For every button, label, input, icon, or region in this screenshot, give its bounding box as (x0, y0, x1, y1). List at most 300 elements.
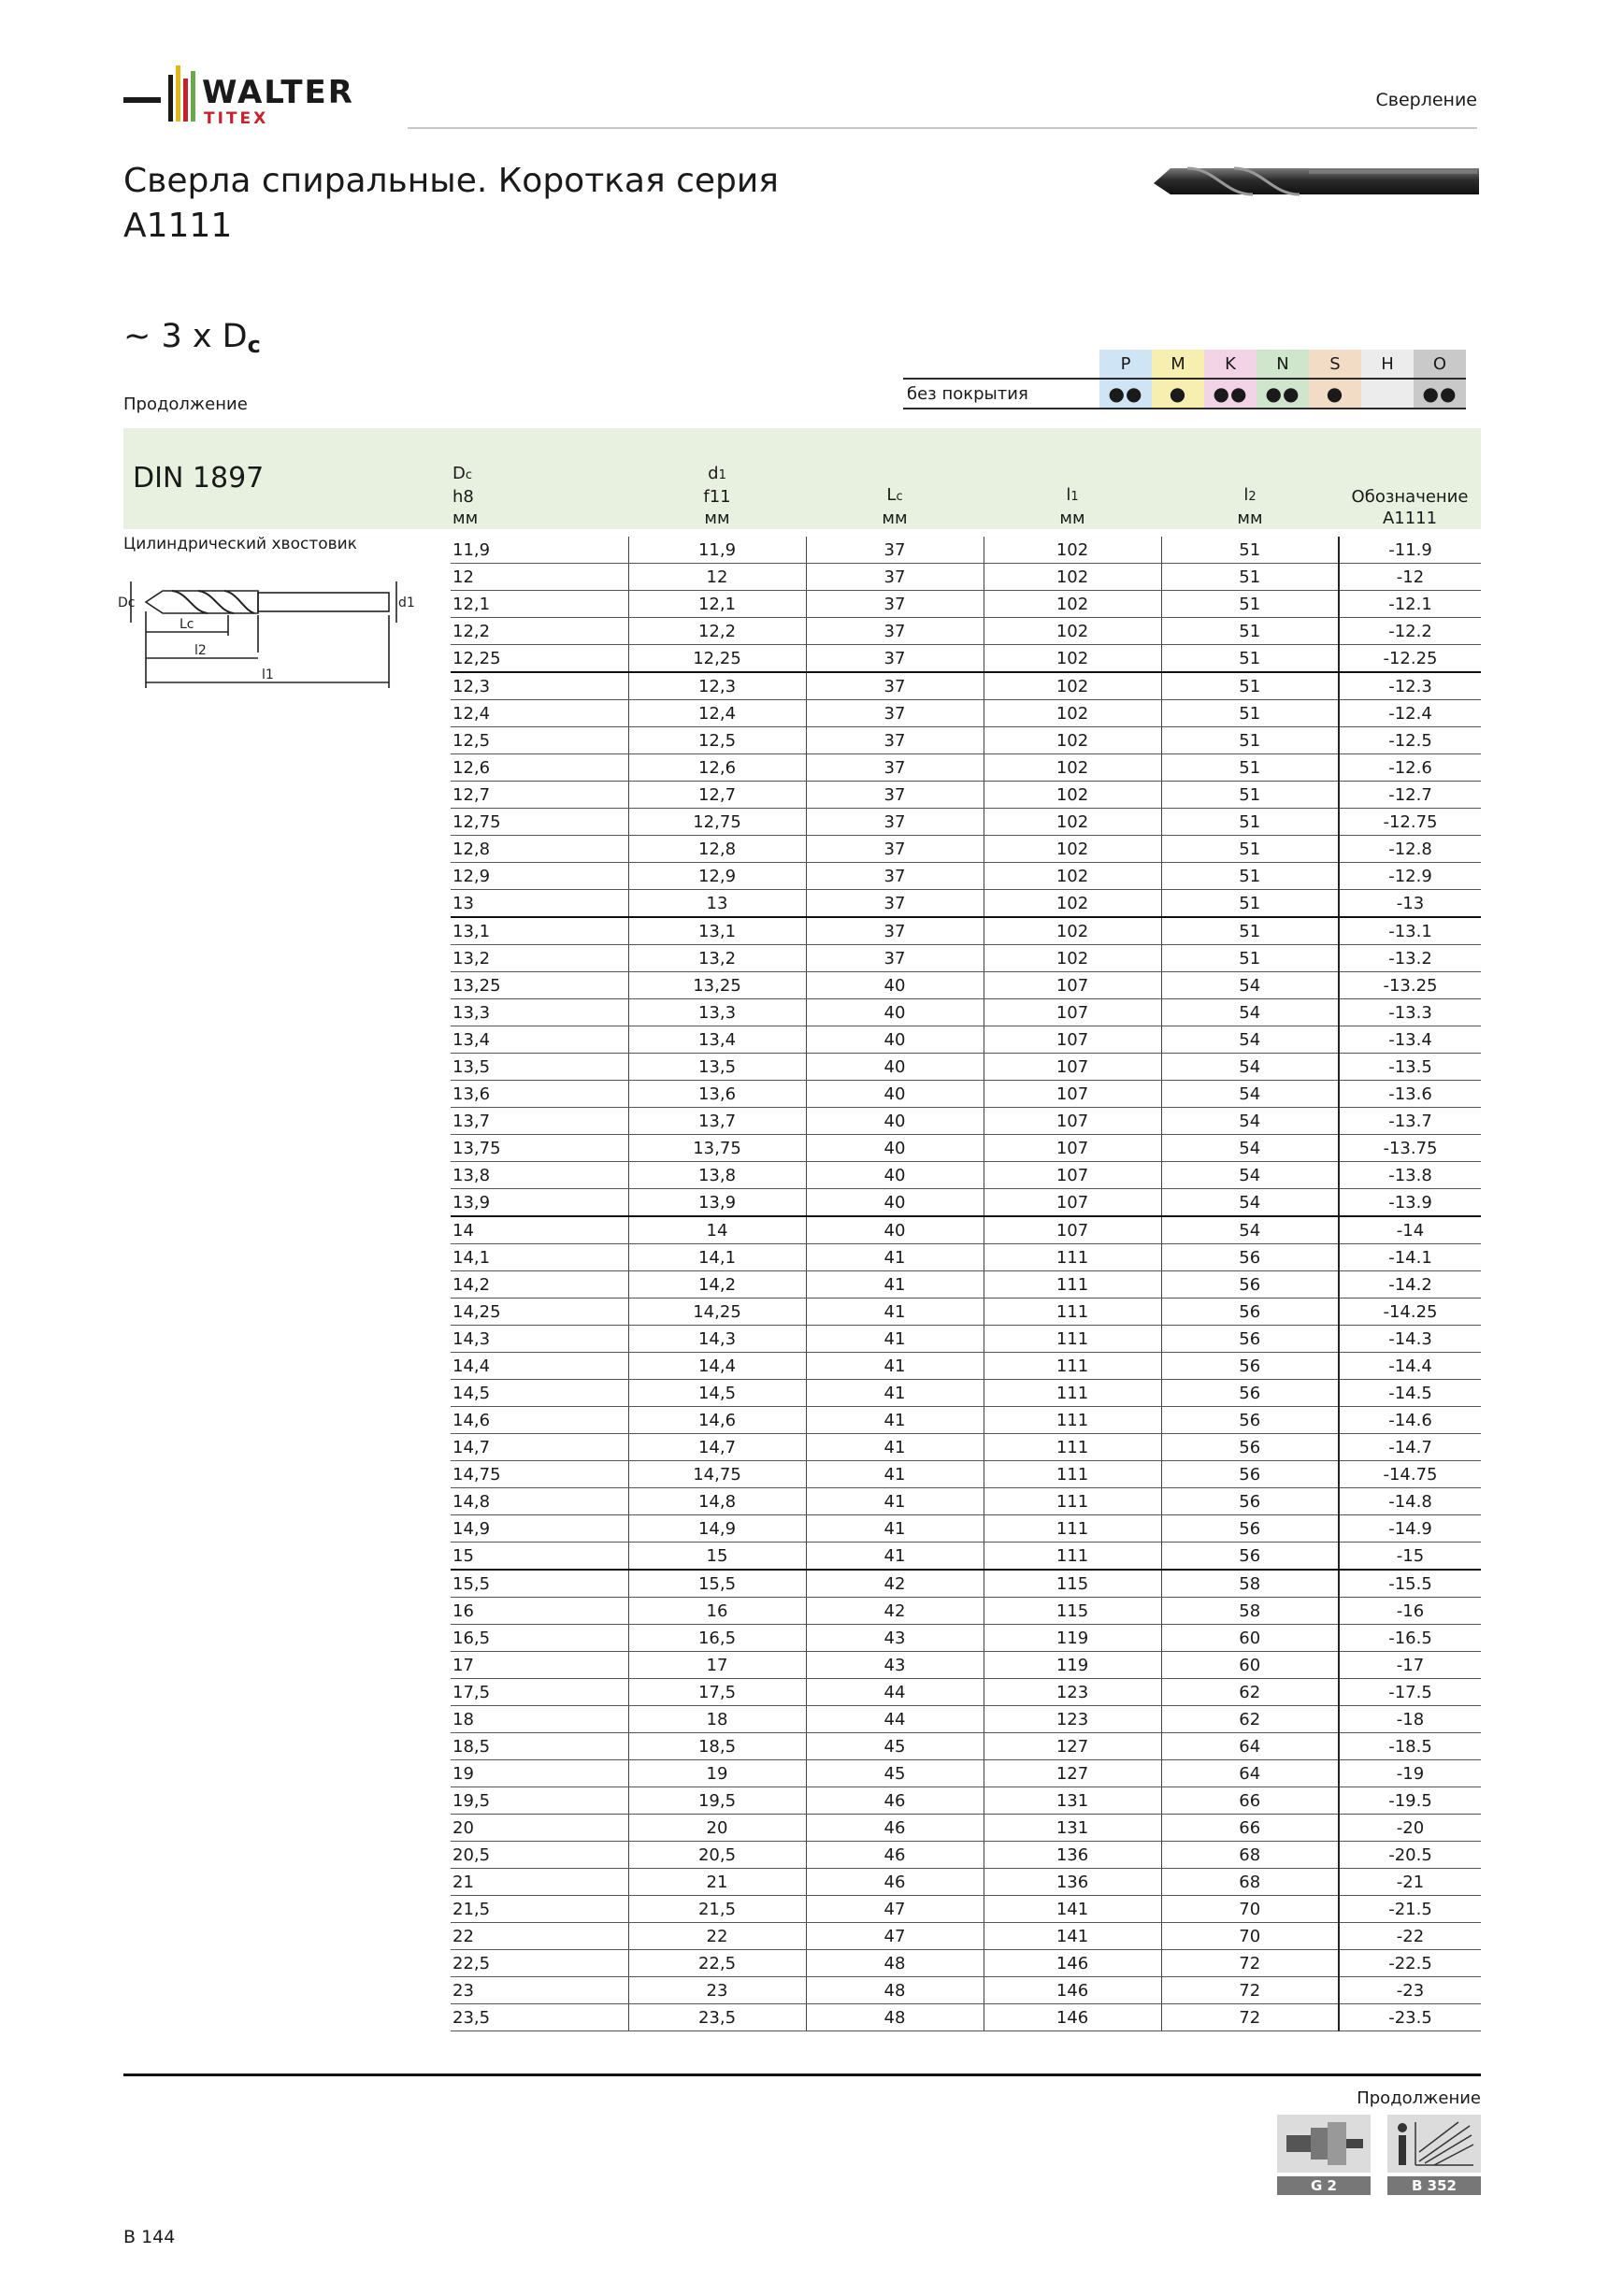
cell-l2: 51 (1161, 645, 1339, 673)
cell-d1: 11,9 (628, 537, 806, 564)
table-row (451, 782, 1481, 809)
table-row (451, 564, 1481, 591)
cell-l2: 54 (1161, 1108, 1339, 1135)
cell-lc: 48 (806, 1950, 984, 1977)
cell-dc: 14,3 (451, 1326, 628, 1353)
drill-dimension-diagram (118, 574, 417, 701)
cell-designation: -12.25 (1339, 645, 1481, 673)
cell-dc: 14,6 (451, 1407, 628, 1434)
table-row (451, 1706, 1481, 1733)
cell-dc: 16,5 (451, 1625, 628, 1652)
cell-l2: 51 (1161, 836, 1339, 863)
cell-designation: -11.9 (1339, 537, 1481, 564)
cell-l2: 51 (1161, 863, 1339, 890)
cell-l2: 56 (1161, 1380, 1339, 1407)
cell-dc: 12,8 (451, 836, 628, 863)
col-d1: d1 f11 мм (703, 464, 731, 528)
cell-l2: 68 (1161, 1869, 1339, 1896)
table-row (451, 618, 1481, 645)
cell-l2: 51 (1161, 672, 1339, 700)
cell-d1: 13,75 (628, 1135, 806, 1162)
table-row (451, 1896, 1481, 1923)
cell-d1: 12,8 (628, 836, 806, 863)
shank-label: Цилиндрический хвостовик (123, 535, 357, 553)
dots-p: ●● (1099, 379, 1152, 409)
cell-lc: 41 (806, 1407, 984, 1434)
cell-d1: 13,6 (628, 1081, 806, 1108)
cell-designation: -20 (1339, 1815, 1481, 1842)
cell-lc: 41 (806, 1271, 984, 1299)
cell-l2: 56 (1161, 1244, 1339, 1271)
cell-d1: 13,8 (628, 1162, 806, 1189)
table-row (451, 1598, 1481, 1625)
table-row (451, 917, 1481, 945)
cell-designation: -14.9 (1339, 1515, 1481, 1543)
cell-lc: 45 (806, 1733, 984, 1760)
cell-dc: 21 (451, 1869, 628, 1896)
cell-lc: 41 (806, 1488, 984, 1515)
table-row (451, 1380, 1481, 1407)
table-row (451, 1135, 1481, 1162)
cell-l2: 62 (1161, 1706, 1339, 1733)
walter-titex-logo (123, 60, 404, 135)
cell-lc: 37 (806, 917, 984, 945)
cell-dc: 14,9 (451, 1515, 628, 1543)
cell-l2: 51 (1161, 754, 1339, 782)
page-number: B 144 (123, 2227, 176, 2247)
cell-dc: 17,5 (451, 1679, 628, 1706)
cell-l1: 102 (984, 809, 1161, 836)
table-row (451, 836, 1481, 863)
cell-l2: 51 (1161, 917, 1339, 945)
cell-lc: 40 (806, 1054, 984, 1081)
col-designation: Обозначение A1111 (1351, 487, 1469, 528)
cell-d1: 23,5 (628, 2004, 806, 2031)
cell-dc: 19,5 (451, 1787, 628, 1815)
cell-dc: 14,1 (451, 1244, 628, 1271)
cell-designation: -13.6 (1339, 1081, 1481, 1108)
cell-lc: 42 (806, 1570, 984, 1598)
table-row (451, 1271, 1481, 1299)
cell-l2: 70 (1161, 1896, 1339, 1923)
cell-l1: 123 (984, 1706, 1161, 1733)
cell-d1: 14,4 (628, 1353, 806, 1380)
cell-l1: 102 (984, 618, 1161, 645)
table-row (451, 1162, 1481, 1189)
cell-lc: 46 (806, 1815, 984, 1842)
cell-designation: -15 (1339, 1543, 1481, 1571)
cell-dc: 15,5 (451, 1570, 628, 1598)
cell-l1: 111 (984, 1461, 1161, 1488)
cell-l2: 56 (1161, 1271, 1339, 1299)
cell-designation: -12.9 (1339, 863, 1481, 890)
table-row (451, 1299, 1481, 1326)
cell-dc: 12,5 (451, 727, 628, 754)
cell-dc: 18 (451, 1706, 628, 1733)
cell-lc: 41 (806, 1543, 984, 1571)
cell-lc: 41 (806, 1434, 984, 1461)
cell-lc: 40 (806, 999, 984, 1026)
material-n: N (1257, 350, 1309, 379)
cell-d1: 13,4 (628, 1026, 806, 1054)
cell-lc: 37 (806, 754, 984, 782)
cell-dc: 13,1 (451, 917, 628, 945)
table-row (451, 700, 1481, 727)
cell-l2: 64 (1161, 1760, 1339, 1787)
cell-dc: 13,5 (451, 1054, 628, 1081)
cell-designation: -14.8 (1339, 1488, 1481, 1515)
cell-dc: 13,4 (451, 1026, 628, 1054)
cell-l2: 56 (1161, 1488, 1339, 1515)
cell-lc: 40 (806, 1081, 984, 1108)
coating-row (903, 379, 1466, 409)
drill-product-image (1150, 159, 1482, 204)
table-row (451, 863, 1481, 890)
cell-d1: 13,5 (628, 1054, 806, 1081)
dots-n: ●● (1257, 379, 1309, 409)
cell-dc: 12,75 (451, 809, 628, 836)
cell-designation: -13.75 (1339, 1135, 1481, 1162)
cell-lc: 43 (806, 1652, 984, 1679)
dimensions-table (451, 428, 1481, 2031)
cell-designation: -18 (1339, 1706, 1481, 1733)
col-l1: l1 мм (1059, 485, 1085, 528)
cell-l1: 107 (984, 972, 1161, 999)
cell-designation: -12.4 (1339, 700, 1481, 727)
title-line-2: A1111 (123, 207, 233, 245)
cell-l1: 102 (984, 863, 1161, 890)
table-row (451, 672, 1481, 700)
svg-text:d1: d1 (398, 596, 415, 610)
cell-lc: 37 (806, 591, 984, 618)
cell-d1: 19,5 (628, 1787, 806, 1815)
cell-designation: -20.5 (1339, 1842, 1481, 1869)
cell-lc: 41 (806, 1353, 984, 1380)
table-row (451, 1407, 1481, 1434)
cell-l2: 51 (1161, 782, 1339, 809)
cell-designation: -17 (1339, 1652, 1481, 1679)
cell-designation: -12.3 (1339, 672, 1481, 700)
table-row (451, 972, 1481, 999)
cell-dc: 13,25 (451, 972, 628, 999)
cell-designation: -12.1 (1339, 591, 1481, 618)
cell-lc: 48 (806, 2004, 984, 2031)
table-row (451, 1026, 1481, 1054)
cell-d1: 12,25 (628, 645, 806, 673)
cell-d1: 14,9 (628, 1515, 806, 1543)
reference-g2-label: G 2 (1277, 2176, 1371, 2195)
cell-dc: 13,3 (451, 999, 628, 1026)
cell-lc: 37 (806, 863, 984, 890)
cell-dc: 22,5 (451, 1950, 628, 1977)
cell-l1: 102 (984, 672, 1161, 700)
cell-l1: 111 (984, 1244, 1161, 1271)
cell-d1: 20,5 (628, 1842, 806, 1869)
cell-l1: 102 (984, 836, 1161, 863)
cell-lc: 41 (806, 1461, 984, 1488)
cell-designation: -12.5 (1339, 727, 1481, 754)
col-lc: Lc мм (882, 485, 908, 528)
cell-dc: 12,7 (451, 782, 628, 809)
cell-designation: -13.25 (1339, 972, 1481, 999)
cell-d1: 12,7 (628, 782, 806, 809)
table-row (451, 1923, 1481, 1950)
cell-l2: 56 (1161, 1461, 1339, 1488)
cell-dc: 20,5 (451, 1842, 628, 1869)
cell-l1: 136 (984, 1842, 1161, 1869)
cell-l2: 51 (1161, 890, 1339, 918)
table-row (451, 591, 1481, 618)
cell-dc: 12,1 (451, 591, 628, 618)
cell-l1: 107 (984, 1189, 1161, 1217)
col-dc: Dc h8 мм (452, 464, 479, 528)
cell-l1: 131 (984, 1815, 1161, 1842)
material-m: M (1152, 350, 1204, 379)
cell-designation: -14.25 (1339, 1299, 1481, 1326)
cell-dc: 21,5 (451, 1896, 628, 1923)
cell-dc: 12,25 (451, 645, 628, 673)
dots-h (1361, 379, 1414, 409)
cell-lc: 37 (806, 645, 984, 673)
cell-l1: 119 (984, 1625, 1161, 1652)
cell-l2: 62 (1161, 1679, 1339, 1706)
cell-dc: 14,5 (451, 1380, 628, 1407)
cell-designation: -23 (1339, 1977, 1481, 2004)
ratio-label: ~ 3 x $D_c$ (123, 318, 261, 358)
table-row (451, 645, 1481, 673)
cell-lc: 40 (806, 1026, 984, 1054)
dots-k: ●● (1204, 379, 1257, 409)
cell-d1: 14,75 (628, 1461, 806, 1488)
cell-designation: -21.5 (1339, 1896, 1481, 1923)
cell-d1: 22 (628, 1923, 806, 1950)
cell-d1: 12,75 (628, 809, 806, 836)
cell-l1: 111 (984, 1353, 1161, 1380)
cell-d1: 17 (628, 1652, 806, 1679)
cell-d1: 23 (628, 1977, 806, 2004)
table-header-row (451, 428, 1481, 537)
cell-lc: 41 (806, 1326, 984, 1353)
table-row (451, 1733, 1481, 1760)
dots-m: ● (1152, 379, 1204, 409)
cell-l1: 111 (984, 1380, 1161, 1407)
cell-l1: 146 (984, 2004, 1161, 2031)
cell-l2: 54 (1161, 1216, 1339, 1244)
cell-lc: 44 (806, 1706, 984, 1733)
cell-d1: 15 (628, 1543, 806, 1571)
cell-dc: 14 (451, 1216, 628, 1244)
cell-lc: 37 (806, 836, 984, 863)
cell-l2: 56 (1161, 1326, 1339, 1353)
cell-dc: 23 (451, 1977, 628, 2004)
table-row (451, 1515, 1481, 1543)
cell-d1: 20 (628, 1815, 806, 1842)
svg-text:TITEX: TITEX (204, 109, 269, 128)
cell-d1: 12,2 (628, 618, 806, 645)
cell-l1: 107 (984, 1081, 1161, 1108)
table-bottom-rule (123, 2074, 1481, 2076)
cell-designation: -12.8 (1339, 836, 1481, 863)
cell-dc: 12,3 (451, 672, 628, 700)
cell-l2: 51 (1161, 618, 1339, 645)
cell-lc: 37 (806, 700, 984, 727)
cell-dc: 13,75 (451, 1135, 628, 1162)
table-row (451, 999, 1481, 1026)
cell-l2: 64 (1161, 1733, 1339, 1760)
cell-designation: -12.2 (1339, 618, 1481, 645)
cell-lc: 41 (806, 1515, 984, 1543)
cell-l1: 107 (984, 999, 1161, 1026)
cell-dc: 13 (451, 890, 628, 918)
cell-l1: 141 (984, 1923, 1161, 1950)
dots-s: ● (1309, 379, 1361, 409)
cell-d1: 14,3 (628, 1326, 806, 1353)
cell-lc: 44 (806, 1679, 984, 1706)
cell-designation: -13.5 (1339, 1054, 1481, 1081)
cell-d1: 12 (628, 564, 806, 591)
cell-dc: 14,7 (451, 1434, 628, 1461)
cell-dc: 14,75 (451, 1461, 628, 1488)
cell-designation: -13.3 (1339, 999, 1481, 1026)
cell-designation: -14.3 (1339, 1326, 1481, 1353)
dots-o: ●● (1414, 379, 1466, 409)
material-o: O (1414, 350, 1466, 379)
cell-designation: -22 (1339, 1923, 1481, 1950)
cell-l2: 54 (1161, 1162, 1339, 1189)
cell-l1: 123 (984, 1679, 1161, 1706)
reference-g2[interactable] (1277, 2115, 1371, 2195)
table-row (451, 1434, 1481, 1461)
cell-designation: -18.5 (1339, 1733, 1481, 1760)
reference-b352[interactable] (1387, 2115, 1481, 2195)
cell-l2: 58 (1161, 1598, 1339, 1625)
cell-lc: 41 (806, 1244, 984, 1271)
cell-dc: 17 (451, 1652, 628, 1679)
cell-l2: 60 (1161, 1625, 1339, 1652)
section-name: Сверление (1375, 90, 1477, 110)
cell-l1: 102 (984, 917, 1161, 945)
cell-designation: -14.1 (1339, 1244, 1481, 1271)
table-row (451, 1054, 1481, 1081)
cell-designation: -15.5 (1339, 1570, 1481, 1598)
cell-l1: 127 (984, 1760, 1161, 1787)
cell-l2: 54 (1161, 1135, 1339, 1162)
cell-designation: -12.75 (1339, 809, 1481, 836)
cell-l1: 146 (984, 1977, 1161, 2004)
cell-l2: 56 (1161, 1434, 1339, 1461)
table-row (451, 1679, 1481, 1706)
cell-dc: 16 (451, 1598, 628, 1625)
cell-l2: 54 (1161, 1189, 1339, 1217)
cell-l2: 51 (1161, 591, 1339, 618)
info-chart-icon (1387, 2115, 1481, 2173)
table-row (451, 727, 1481, 754)
cell-dc: 13,2 (451, 945, 628, 972)
table-row (451, 945, 1481, 972)
cell-l2: 54 (1161, 1054, 1339, 1081)
cell-designation: -14.7 (1339, 1434, 1481, 1461)
cell-designation: -14.4 (1339, 1353, 1481, 1380)
cell-designation: -23.5 (1339, 2004, 1481, 2031)
cell-d1: 14,6 (628, 1407, 806, 1434)
table-row (451, 1652, 1481, 1679)
material-letters-row (903, 350, 1466, 379)
cell-lc: 37 (806, 945, 984, 972)
cell-l2: 56 (1161, 1353, 1339, 1380)
cell-lc: 37 (806, 672, 984, 700)
table-row (451, 1869, 1481, 1896)
cell-l2: 56 (1161, 1543, 1339, 1571)
cell-dc: 14,4 (451, 1353, 628, 1380)
cell-d1: 12,6 (628, 754, 806, 782)
cell-l2: 58 (1161, 1570, 1339, 1598)
cell-lc: 46 (806, 1787, 984, 1815)
cell-l2: 72 (1161, 1950, 1339, 1977)
table-row (451, 1353, 1481, 1380)
cell-l2: 51 (1161, 727, 1339, 754)
table-row (451, 1189, 1481, 1217)
cell-l2: 54 (1161, 1081, 1339, 1108)
cell-d1: 14,7 (628, 1434, 806, 1461)
cell-d1: 16 (628, 1598, 806, 1625)
cell-lc: 37 (806, 537, 984, 564)
cell-dc: 13,9 (451, 1189, 628, 1217)
svg-text:WALTER: WALTER (202, 74, 354, 111)
cell-lc: 47 (806, 1896, 984, 1923)
header-divider (408, 127, 1477, 129)
cell-l1: 102 (984, 782, 1161, 809)
cell-l2: 68 (1161, 1842, 1339, 1869)
cell-l1: 131 (984, 1787, 1161, 1815)
table-row (451, 1760, 1481, 1787)
table-row (451, 537, 1481, 564)
cell-l1: 107 (984, 1216, 1161, 1244)
table-row (451, 1244, 1481, 1271)
cell-lc: 46 (806, 1842, 984, 1869)
material-suitability-table (903, 350, 1466, 409)
cell-d1: 19 (628, 1760, 806, 1787)
table-row (451, 1461, 1481, 1488)
cell-l1: 119 (984, 1652, 1161, 1679)
table-row (451, 754, 1481, 782)
cell-l1: 107 (984, 1162, 1161, 1189)
cell-l2: 54 (1161, 999, 1339, 1026)
cell-l2: 70 (1161, 1923, 1339, 1950)
cell-dc: 18,5 (451, 1733, 628, 1760)
cell-designation: -19 (1339, 1760, 1481, 1787)
cell-l1: 102 (984, 890, 1161, 918)
cell-dc: 12,9 (451, 863, 628, 890)
cell-d1: 13,3 (628, 999, 806, 1026)
cell-designation: -13.9 (1339, 1189, 1481, 1217)
cell-lc: 42 (806, 1598, 984, 1625)
cell-l1: 102 (984, 754, 1161, 782)
cell-dc: 13,6 (451, 1081, 628, 1108)
cell-l1: 102 (984, 537, 1161, 564)
table-row (451, 1081, 1481, 1108)
cell-l1: 102 (984, 564, 1161, 591)
table-row (451, 1950, 1481, 1977)
cell-designation: -14.2 (1339, 1271, 1481, 1299)
cell-d1: 15,5 (628, 1570, 806, 1598)
cell-lc: 40 (806, 1216, 984, 1244)
cell-l1: 111 (984, 1299, 1161, 1326)
cell-dc: 19 (451, 1760, 628, 1787)
cell-d1: 18,5 (628, 1733, 806, 1760)
cell-l2: 72 (1161, 2004, 1339, 2031)
cell-d1: 14,25 (628, 1299, 806, 1326)
cell-lc: 40 (806, 1189, 984, 1217)
